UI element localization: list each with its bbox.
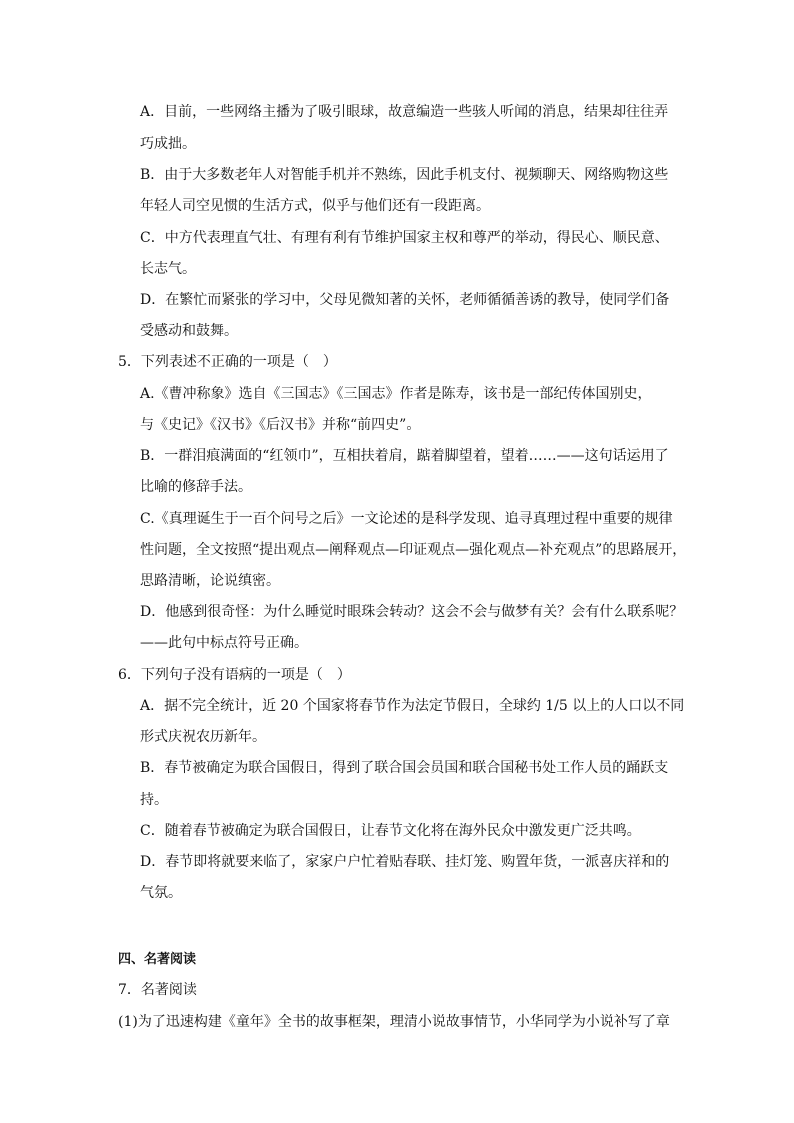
q6-option-a-line1: A．据不完全统计，近 20 个国家将春节作为法定节假日，全球约 1/5 以上的人口以不同 [140,698,685,714]
q5-option-a-line1: A.《曹冲称象》选自《三国志》《三国志》作者是陈寿，该书是一部纪传体国别史， [140,386,652,402]
q6-option-c-line1: C．随着春节被确定为联合国假日，让春节文化将在海外民众中激发更广泛共鸣。 [140,823,641,839]
q7-subquestion-1: (1)为了迅速构建《童年》全书的故事框架，理清小说故事情节，小华同学为小说补写了章 [118,1014,670,1030]
q5-option-b-line1: B．一群泪痕满面的“红领巾”，互相扶着肩，踮着脚望着，望着……——这句话运用了 [140,448,669,464]
q5-option-c-line3: 思路清晰，论说缜密。 [140,573,280,589]
q5-option-a-line2: 与《史记》《汉书》《后汉书》并称“前四史”。 [140,417,421,433]
q4-option-a-line1: A．目前，一些网络主播为了吸引眼球，故意编造一些骇人听闻的消息，结果却往往弄 [140,104,669,120]
q4-option-c-line1: C．中方代表理直气壮、有理有利有节维护国家主权和尊严的举动，得民心、顺民意、 [140,230,669,246]
q6-option-b-line2: 持。 [140,792,168,808]
section-title: 四、名著阅读 [118,952,197,967]
q4-option-d-line2: 受感动和鼓舞。 [140,323,238,339]
q6-option-a-line2: 形式庆祝农历新年。 [140,729,266,745]
q5-stem: 5．下列表述不正确的一项是（ ） [118,354,337,370]
q4-option-b-line1: B．由于大多数老年人对智能手机并不熟练，因此手机支付、视频聊天、网络购物这些 [140,167,669,183]
q6-option-d-line2: 气氛。 [140,885,182,901]
q4-option-b-line2: 年轻人司空见惯的生活方式，似乎与他们还有一段距离。 [140,198,490,214]
q5-option-c-line1: C.《真理诞生于一百个问号之后》一文论述的是科学发现、追寻真理过程中重要的规律 [140,511,673,527]
q6-stem: 6．下列句子没有语病的一项是（ ） [118,667,351,683]
q7-stem: 7．名著阅读 [118,982,197,998]
q4-option-d-line1: D．在繁忙而紧张的学习中，父母见微知著的关怀，老师循循善诱的教导，使同学们备 [140,292,670,308]
q6-option-b-line1: B．春节被确定为联合国假日，得到了联合国会员国和联合国秘书处工作人员的踊跃支 [140,760,669,776]
q5-option-d-line2: ——此句中标点符号正确。 [140,635,308,651]
q5-option-c-line2: 性问题，全文按照“提出观点—阐释观点—印证观点—强化观点—补充观点”的思路展开， [140,542,687,558]
q5-option-d-line1: D．他感到很奇怪：为什么睡觉时眼珠会转动？这会不会与做梦有关？会有什么联系呢？ [140,604,684,620]
q4-option-a-line2: 巧成拙。 [140,136,196,152]
q5-option-b-line2: 比喻的修辞手法。 [140,479,252,495]
q6-option-d-line1: D．春节即将就要来临了，家家户户忙着贴春联、挂灯笼、购置年货，一派喜庆祥和的 [140,854,670,870]
q4-option-c-line2: 长志气。 [140,261,196,277]
